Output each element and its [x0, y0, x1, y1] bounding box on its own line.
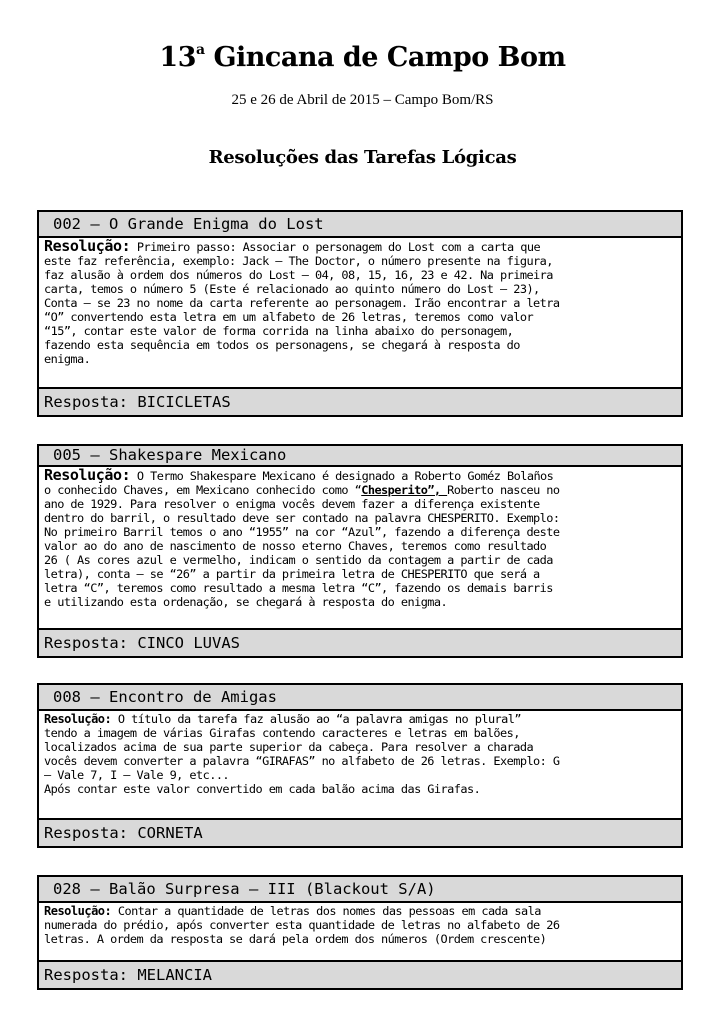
document-subtitle: 25 e 26 de Abril de 2015 – Campo Bom/RS: [231, 92, 494, 108]
resolution-label: Resolução:: [44, 238, 131, 255]
task-box: [37, 875, 683, 990]
document-title: [0, 42, 725, 73]
task-resolution: [39, 238, 681, 387]
task-title: 005 – Shakespare Mexicano: [39, 446, 681, 467]
task-resolution: [39, 467, 681, 628]
task-resolution: [39, 903, 681, 960]
task-answer: [39, 628, 681, 656]
title-text: Gincana de Campo Bom: [204, 42, 566, 73]
resolution-label: Resolução:: [44, 904, 112, 918]
answer-label: Resposta:: [44, 634, 128, 652]
answer-value: CORNETA: [137, 824, 203, 842]
task-box: [37, 444, 683, 658]
resolution-text: O Termo Shakespare Mexicano é designado a Roberto Goméz Bolaños o conhecido Chaves, em Mexicano conhecido como “: [44, 469, 554, 497]
resolution-text-continued: Roberto nasceu no ano de 1929. Para resolver o enigma vocês devem fazer a diferença existente dentro do barril, o resultado deve ser contado na palavra CHESPERITO. Exemplo: No primeiro Barril temos o ano “1955” na cor “Azul”, fazendo a diferença deste valor ao do ano de nascimento de nosso eterno Chaves, teremos como resultado 26 ( As cores azul e vermelho, indicam o sentido da contagem a partir de cada letra), conta – se “26” a partir da primeira letra de CHESPERITO que será a letra “C”, teremos como resultado a mesma letra “C”, fazendo os demais barris e utilizando esta ordenação, se chegará à resposta do enigma.: [44, 483, 560, 609]
resolution-label: Resolução:: [44, 467, 131, 484]
title-number: 13: [159, 42, 196, 73]
task-title: 002 – O Grande Enigma do Lost: [39, 212, 681, 238]
task-title: 008 – Encontro de Amigas: [39, 685, 681, 711]
task-box: [37, 683, 683, 848]
answer-label: Resposta:: [44, 393, 128, 411]
answer-label: Resposta:: [44, 824, 128, 842]
task-title: 028 – Balão Surpresa – III (Blackout S/A): [39, 877, 681, 903]
resolution-label: Resolução:: [44, 712, 112, 726]
resolution-text: Contar a quantidade de letras dos nomes das pessoas em cada sala numerada do prédio, após converter esta quantidade de letras no alfabeto de 26 letras. A ordem da resposta se dará pela ordem dos números (Ordem crescente): [44, 904, 560, 946]
task-answer: [39, 387, 681, 415]
answer-value: BICICLETAS: [137, 393, 231, 411]
task-answer: [39, 818, 681, 846]
resolution-emphasis: Chesperito”,: [361, 483, 448, 497]
resolution-text: O título da tarefa faz alusão ao “a palavra amigas no plural” tendo a imagem de várias Girafas contendo caracteres e letras em balões, localizados acima de sua parte superior da cabeça. Para resolver a charada vocês devem converter a palavra “GIRAFAS” no alfabeto de 26 letras. Exemplo: G – Vale 7, I – Vale 9, etc... Após contar este valor convertido em cada balão acima das Girafas.: [44, 712, 560, 796]
task-resolution: [39, 711, 681, 818]
answer-label: Resposta:: [44, 966, 128, 984]
resolution-text: Primeiro passo: Associar o personagem do Lost com a carta que este faz referência, exemplo: Jack – The Doctor, o número presente na figura, faz alusão à ordem dos números do Lost – 04, 08, 15, 16, 23 e 42. Na primeira carta, temos o número 5 (Este é relacionado ao quinto número do Lost – 23), Conta – se 23 no nome da carta referente ao personagem. Irão encontrar a letra “O” convertendo esta letra em um alfabeto de 26 letras, teremos como valor “15”, contar este valor de forma corrida na linha abaixo do personagem, fazendo esta sequência em todos os personagens, se chegará à resposta do enigma.: [44, 240, 560, 366]
answer-value: CINCO LUVAS: [137, 634, 240, 652]
task-box: [37, 210, 683, 417]
task-answer: [39, 960, 681, 988]
answer-value: MELANCIA: [137, 966, 212, 984]
title-ordinal: a: [195, 42, 205, 58]
section-title: Resoluções das Tarefas Lógicas: [208, 147, 517, 168]
